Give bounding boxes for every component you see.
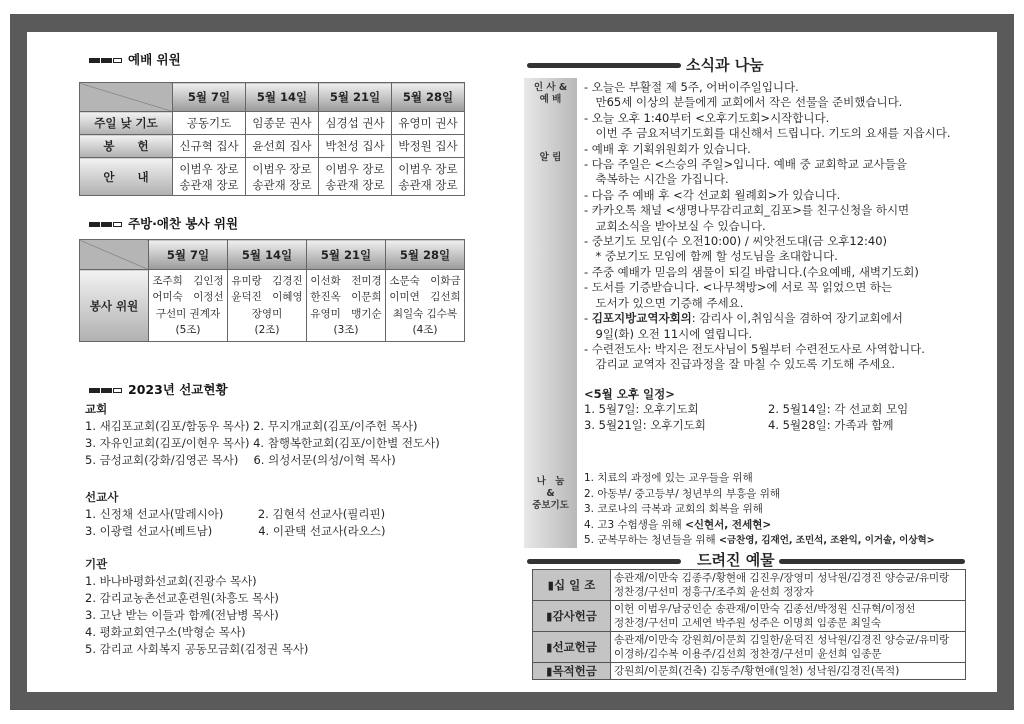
offering-label-thanks: ▮감사헌금: [533, 601, 611, 632]
row-label-offering: 봉 헌: [80, 135, 173, 158]
kitchen-title-text: 주방·애찬 봉사 위원: [128, 216, 239, 231]
side-label-line: 중보기도: [532, 500, 569, 511]
list-item: 1. 바나바평화선교회(진광수 목사): [85, 574, 257, 588]
cell-line: (4조): [412, 324, 438, 336]
offerings-table: [532, 569, 966, 680]
table-cell: [149, 270, 228, 342]
offering-names: [611, 601, 966, 632]
schedule-title: <5월 오후 일정>: [584, 386, 675, 401]
table-cell: [386, 270, 465, 342]
cell-line: 어미숙 이정선: [152, 291, 224, 303]
prayer-item: 3. 코로나의 극복과 교회의 회복을 위해: [584, 503, 763, 516]
cell-line: 이범우 장로: [179, 161, 239, 176]
table-cell: [307, 270, 386, 342]
cell-line: 송관재 장로: [252, 177, 312, 192]
offering-line: 정찬경/구선미 정흥구/조주희 윤선희 정장자: [614, 586, 814, 598]
list-item: 3. 자유인교회(김포/이현우 목사) 4. 참행복한교회(김포/이한별 전도사): [85, 436, 440, 450]
cell-line: 이선화 전미경: [310, 274, 382, 287]
list-item: 3. 고난 받는 이들과 함께(전남병 목사): [85, 608, 279, 622]
table-cell: 공동기도: [173, 112, 246, 135]
prayer-item-text: 5. 군복무하는 청년들을 위해: [584, 534, 719, 547]
prayer-list: [584, 471, 994, 549]
offering-line: 정찬경/구선미 고세연 박주원 성주은 이명희 임종문 최일숙: [614, 617, 881, 629]
table-cell: [392, 158, 465, 196]
date-header: 5월 21일: [319, 83, 392, 112]
table-cell: 심경섭 권사: [319, 112, 392, 135]
mission-title-text: 2023년 선교현황: [128, 382, 228, 397]
news-line: - 중보기도 모임(수 오전10:00) / 씨앗전도대(금 오후12:40): [584, 234, 888, 249]
offering-names: [611, 570, 966, 601]
offerings-title-bar-right: [779, 559, 965, 564]
table-cell: 임종문 권사: [246, 112, 319, 135]
offerings-title-bar: [527, 559, 681, 564]
table-cell: 유영미 권사: [392, 112, 465, 135]
offerings-title: 드려진 예물: [697, 551, 775, 569]
prayer-item: 1. 치료의 과정에 있는 교우들을 위해: [584, 472, 753, 484]
prayer-item: [584, 518, 994, 534]
table-corner-cell: [80, 83, 173, 112]
table-cell: 박천성 집사: [319, 135, 392, 158]
news-line: - 수련전도사: 박지은 전도사님이 5월부터 수련전도사로 사역합니다.: [584, 341, 925, 356]
list-item: 1. 신정채 선교사(말레시아) 2. 김현석 선교사(필리핀): [85, 507, 386, 521]
schedule-row: [584, 418, 994, 433]
news-line: - 다음 주일은 <스승의 주일>입니다. 예배 중 교회학교 교사들을: [584, 157, 907, 172]
church-heading: 교회: [85, 402, 108, 416]
date-header: 5월 14일: [246, 83, 319, 112]
side-label-line: 인 사 &: [533, 82, 568, 93]
side-label-prayer: [524, 476, 577, 512]
news-line: 축복하는 시간을 가집니다.: [584, 172, 729, 187]
cell-line: 한진옥 이문희: [310, 291, 382, 303]
news-line: - 다음 주 예배 후 <각 선교회 월례회>가 있습니다.: [584, 187, 841, 202]
cell-line: 최일숙 김수복: [392, 307, 458, 320]
kimpo-meeting-text: : 감리사 이,취임식을 겸하여 장기교회에서: [691, 311, 903, 326]
schedule-item: 2. 5월14일: 각 선교회 모임: [768, 402, 909, 417]
kitchen-table: [79, 239, 465, 342]
row-label-usher: 안 내: [80, 158, 173, 196]
cell-line: 이범우 장로: [398, 161, 458, 176]
mission-list: [85, 401, 485, 658]
date-header: 5월 14일: [228, 240, 307, 270]
cell-line: 구선미 권계자: [155, 307, 221, 320]
schedule-item: 1. 5월7일: 오후기도회: [584, 402, 699, 417]
date-header: 5월 21일: [307, 240, 386, 270]
cell-line: 조주희 김인정: [152, 274, 224, 287]
side-label-greeting: [524, 82, 577, 106]
side-label-line: &: [546, 488, 555, 499]
side-label-line: 알 림: [539, 152, 562, 163]
table-corner-cell: [80, 240, 149, 270]
list-item: 4. 평화교회연구소(박형순 목사): [85, 625, 246, 639]
prayer-item: [584, 533, 994, 549]
news-line: 도서가 있으면 기증해 주세요.: [584, 295, 744, 310]
prayer-item-names: <신현서, 전세현>: [685, 518, 772, 531]
prayer-item: 2. 아동부/ 중고등부/ 청년부의 부흥을 위해: [584, 487, 781, 500]
list-item: 5. 금성교회(강화/김영곤 목사) 6. 의성서문(의성/이혁 목사): [85, 453, 396, 467]
side-label-notice: [524, 152, 577, 164]
worship-section-title: [89, 50, 181, 68]
schedule-row: [584, 402, 994, 417]
offering-names: [611, 632, 966, 663]
prayer-item-names: <금찬영, 김재언, 조민석, 조완익, 이거솔, 이상혁>: [718, 535, 935, 547]
side-label-line: 나 눔: [536, 476, 565, 487]
offering-line: 이경하/김수복 이용주/김선희 정찬경/구선미 윤선희 임종문: [614, 648, 882, 660]
cell-line: 송관재 장로: [325, 177, 385, 192]
table-cell: 박정원 집사: [392, 135, 465, 158]
news-body: [584, 80, 994, 433]
table-cell: [173, 158, 246, 196]
cell-line: 윤덕진 이혜영: [231, 291, 303, 303]
table-cell: [246, 158, 319, 196]
missionary-heading: 선교사: [85, 490, 119, 504]
cell-line: 송관재 장로: [398, 177, 458, 192]
table-cell: 신규혁 집사: [173, 135, 246, 158]
news-line: - 김포지방교역자회의: 감리사 이,취임식을 겸하여 장기교회에서: [584, 311, 903, 326]
news-title: 소식과 나눔: [686, 56, 764, 74]
news-line: 교회소식을 받아보실 수 있습니다.: [584, 218, 766, 233]
news-title-bar: [527, 63, 681, 68]
news-line: - 오늘은 부활절 제 5주, 어버이주일입니다.: [584, 80, 799, 94]
date-header: 5월 7일: [173, 83, 246, 112]
cell-line: (2조): [254, 324, 280, 336]
list-item: 5. 감리교 사회복지 공동모금회(김정권 목사): [85, 642, 309, 656]
cell-line: 유영미 맹기순: [310, 307, 382, 320]
offering-line: 강원희/이문희(건축) 김동주/황현애(일천) 성낙원/김경진(목적): [614, 665, 900, 677]
news-line: - 카카오톡 채널 <생명나무감리교회_김포>를 친구신청을 하시면: [584, 203, 910, 218]
kitchen-section-title: [89, 214, 238, 232]
news-line: - 오늘 오후 1:40부터 <오후기도회>시작합니다.: [584, 110, 830, 125]
news-line: - 예배 후 기획위원회가 있습니다.: [584, 141, 751, 156]
table-cell: [228, 270, 307, 342]
worship-table: [79, 82, 465, 196]
offering-line: 송관재/이만숙 김종주/황현애 김진우/장영미 성낙원/김경진 양승균/유미랑: [614, 572, 950, 584]
list-item: 3. 이광렬 선교사(베트남) 4. 이관택 선교사(라오스): [85, 524, 386, 538]
cell-line: (3조): [333, 324, 359, 336]
list-item: 1. 새김포교회(김포/함동우 목사) 2. 무지개교회(김포/이주헌 목사): [85, 419, 418, 433]
date-header: 5월 7일: [149, 240, 228, 270]
offering-line: 송관재/이만숙 강원희/이문희 김일한/윤덕진 성낙원/김경진 양승균/유미랑: [614, 634, 950, 646]
date-header: 5월 28일: [386, 240, 465, 270]
cell-line: 유미랑 김경진: [231, 274, 303, 287]
cell-line: 송관재 장로: [179, 177, 239, 192]
cell-line: 이범우 장로: [252, 161, 312, 176]
news-line: 이번 주 금요저녁기도회를 대신해서 드립니다. 기도의 요새를 지읍시다.: [584, 126, 951, 141]
schedule-item: 4. 5월28일: 가족과 함께: [768, 417, 894, 432]
table-cell: 윤선희 집사: [246, 135, 319, 158]
list-item: 2. 감리교농촌선교훈련원(차흥도 목사): [85, 591, 279, 605]
date-header: 5월 28일: [392, 83, 465, 112]
offering-label-purpose: ▮목적헌금: [533, 663, 611, 680]
offering-label-tithe: ▮십 일 조: [533, 570, 611, 601]
table-cell: [319, 158, 392, 196]
news-line: 감리교 교역자 진급과정을 잘 마칠 수 있도록 기도해 주세요.: [584, 357, 896, 372]
cell-line: 이미연 김선희: [389, 291, 461, 303]
bulletin-sheet: [27, 32, 997, 692]
news-line: 만65세 이상의 분들에게 교회에서 작은 선물을 준비했습니다.: [584, 95, 903, 110]
kimpo-meeting-label: 김포지방교역자회의: [591, 311, 692, 326]
offering-label-mission: ▮선교헌금: [533, 632, 611, 663]
cell-line: 장영미: [251, 307, 283, 320]
schedule-item: 3. 5월21일: 오후기도회: [584, 417, 706, 432]
offering-line: 이헌 이범우/남궁인순 송관재/이만숙 김종선/박정원 신규혁/이정선: [614, 603, 916, 615]
cell-line: 이범우 장로: [325, 161, 385, 176]
news-line: 9일(화) 오전 11시에 열립니다.: [584, 326, 753, 341]
news-line: * 중보기도 모임에 함께 할 성도님을 초대합니다.: [584, 249, 838, 264]
cell-line: (5조): [175, 324, 201, 336]
news-line: - 주중 예배가 믿음의 샘물이 되길 바랍니다.(수요예배, 새벽기도회): [584, 264, 919, 279]
row-label-prayer: 주일 낮 기도: [80, 112, 173, 135]
offering-names: [611, 663, 966, 680]
cell-line: 소문숙 이화금: [389, 274, 461, 287]
worship-title-text: 예배 위원: [128, 52, 181, 67]
prayer-item-text: 4. 고3 수험생을 위해: [584, 518, 686, 531]
mission-section-title: [89, 380, 228, 398]
org-heading: 기관: [85, 557, 108, 571]
page-border: [10, 14, 1014, 710]
news-line: - 도서를 기증받습니다. <나무책방>에 서로 꼭 읽었으면 하는: [584, 280, 893, 295]
side-label-line: 예 배: [539, 94, 562, 105]
row-label-service: 봉사 위원: [80, 270, 149, 342]
